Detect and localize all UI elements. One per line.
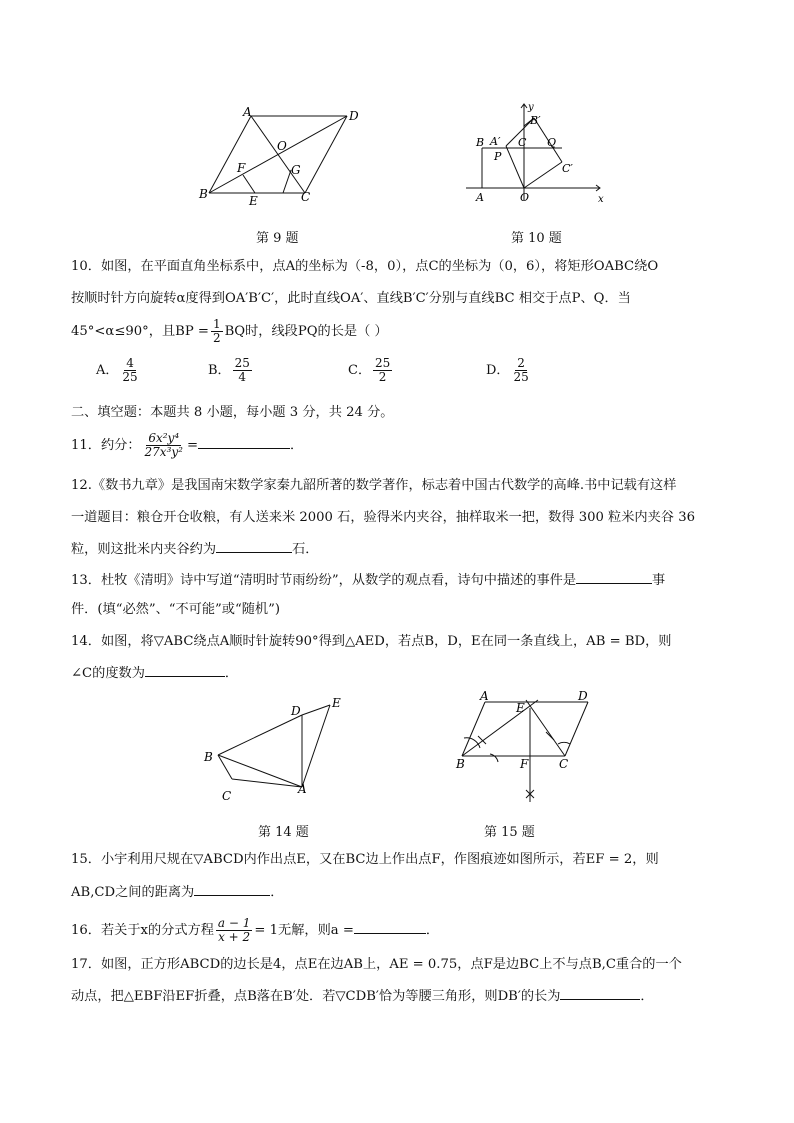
fig15-caption: 第 15 题: [484, 825, 535, 840]
q12-line3: 粒，则这批米内夹谷约为 石．: [71, 542, 319, 557]
q14-line2: ∠C的度数为 ．: [71, 666, 239, 681]
q12-line2: 一道题目：粮仓开仓收粮，有人送来米 2000 石，验得米内夹谷，抽样取米一把，数得 300 粒米内夹谷 36: [71, 510, 695, 525]
q10-line3: [71, 318, 388, 345]
fig9-label-C: C: [301, 190, 311, 204]
q17-line2: 动点，把△EBF沿EF折叠，点B落在B′处．若▽CDB′恰为等腰三角形，则DB′的长为 ．: [71, 989, 654, 1004]
fig10-label-x: x: [598, 194, 604, 205]
fig14-label-A: A: [298, 782, 307, 796]
q17-answer-blank[interactable]: [560, 987, 640, 1000]
fig15-label-E: E: [516, 701, 525, 715]
q10-option-c[interactable]: C． $\frac{25}{2}$: [348, 356, 391, 384]
q10-condition: 45°<α≤90°，且BP =: [71, 324, 209, 339]
fig10-caption: 第 10 题: [511, 231, 562, 246]
q12-answer-blank[interactable]: [216, 540, 292, 553]
q15-line2: AB,CD之间的距离为 ．: [71, 885, 284, 900]
q14-answer-blank[interactable]: [145, 664, 225, 677]
q10-fraction: $\frac{1}{2}$: [212, 317, 221, 345]
fig9-label-E: E: [249, 194, 258, 208]
q13-line2: 件．(填“必然”、“不可能”或“随机”): [71, 602, 280, 617]
q13-line1: 13．杜牧《清明》诗中写道“清明时节雨纷纷”，从数学的观点看，诗句中描述的事件是 事: [71, 573, 666, 588]
fig14-label-E: E: [332, 696, 341, 710]
fig15-label-A: A: [480, 689, 489, 703]
fig9-label-F: F: [237, 161, 246, 175]
figure-14: [198, 693, 358, 811]
section-2-heading: 二、填空题：本题共 8 小题，每小题 3 分，共 24 分。: [71, 405, 394, 420]
q14-line1: 14．如图，将▽ABC绕点A顺时针旋转90°得到△AED，若点B，D，E在同一条直线上，AB = BD，则: [71, 634, 672, 649]
fig9-label-A: A: [243, 105, 252, 119]
fig10-label-P: P: [494, 150, 502, 163]
fig14-label-C: C: [222, 789, 232, 803]
q11-fraction: $\frac{\text{6x²y⁴}}{\text{27x³y²}}$: [144, 431, 183, 459]
figure-9: [195, 100, 375, 210]
fig10-label-O: O: [520, 191, 530, 204]
fig15-label-C: C: [559, 757, 569, 771]
fig9-caption: 第 9 题: [256, 231, 299, 246]
fig10-label-Aprime: A′: [490, 135, 501, 148]
fig9-label-B: B: [199, 187, 208, 201]
fig10-label-Bprime: B′: [530, 114, 541, 127]
fig9-label-G: G: [291, 163, 301, 177]
q10-option-d[interactable]: D． $\frac{2}{25}$: [486, 356, 529, 384]
q10-option-a[interactable]: A． $\frac{4}{25}$: [96, 356, 138, 384]
fig14-label-D: D: [291, 704, 301, 718]
q12-line1: 12.《数书九章》是我国南宋数学家秦九韶所著的数学著作，标志着中国古代数学的高峰.书中记载有这样: [71, 478, 677, 493]
figure-10: [462, 98, 612, 208]
q11: 11．约分： $\frac{\text{6x²y⁴}}{\text{27x³y²}}$ = ．: [71, 431, 304, 459]
q15-answer-blank[interactable]: [194, 883, 270, 896]
q17-line1: 17．如图，正方形ABCD的边长是4，点E在边AB上，AE = 0.75，点F是边BC上不与点B,C重合的一个: [71, 957, 682, 972]
fig9-label-O: O: [277, 139, 287, 153]
fig10-label-y: y: [528, 102, 534, 113]
q15-line1: 15．小宇利用尺规在▽ABCD内作出点E，又在BC边上作出点F，作图痕迹如图所示，若EF = 2，则: [71, 852, 659, 867]
fig10-label-Cprime: C′: [562, 162, 573, 175]
q16: 16．若关于x的分式方程 $\frac{a - 1}{x + 2}$ = 1无解，则a = ．: [71, 916, 440, 944]
q13-answer-blank[interactable]: [576, 571, 652, 584]
fig14-caption: 第 14 题: [258, 825, 309, 840]
fig9-label-D: D: [349, 109, 359, 123]
fig15-label-F: F: [520, 757, 529, 771]
fig10-label-C: C: [518, 136, 527, 149]
fig14-label-B: B: [204, 750, 213, 764]
fig10-label-Q: Q: [547, 136, 557, 149]
q10-line2: 按顺时针方向旋转α度得到OA′B′C′，此时直线OA′、直线B′C′分别与直线BC 相交于点P、Q．当: [71, 291, 631, 306]
q16-answer-blank[interactable]: [354, 921, 426, 934]
q10-question: BQ时，线段PQ的长是（ ）: [224, 324, 388, 339]
fig10-label-B: B: [476, 136, 485, 149]
q10-line1: 10．如图，在平面直角坐标系中，点A的坐标为（-8，0），点C的坐标为（0，6），将矩形OABC绕O: [71, 259, 659, 274]
fig15-label-B: B: [456, 757, 465, 771]
q16-fraction: $\frac{a - 1}{x + 2}$: [217, 916, 251, 944]
fig15-label-D: D: [578, 689, 588, 703]
fig10-label-A: A: [476, 191, 484, 204]
q10-option-b[interactable]: B． $\frac{25}{4}$: [208, 356, 250, 384]
figure-15: [450, 686, 600, 814]
q11-answer-blank[interactable]: [198, 436, 290, 449]
